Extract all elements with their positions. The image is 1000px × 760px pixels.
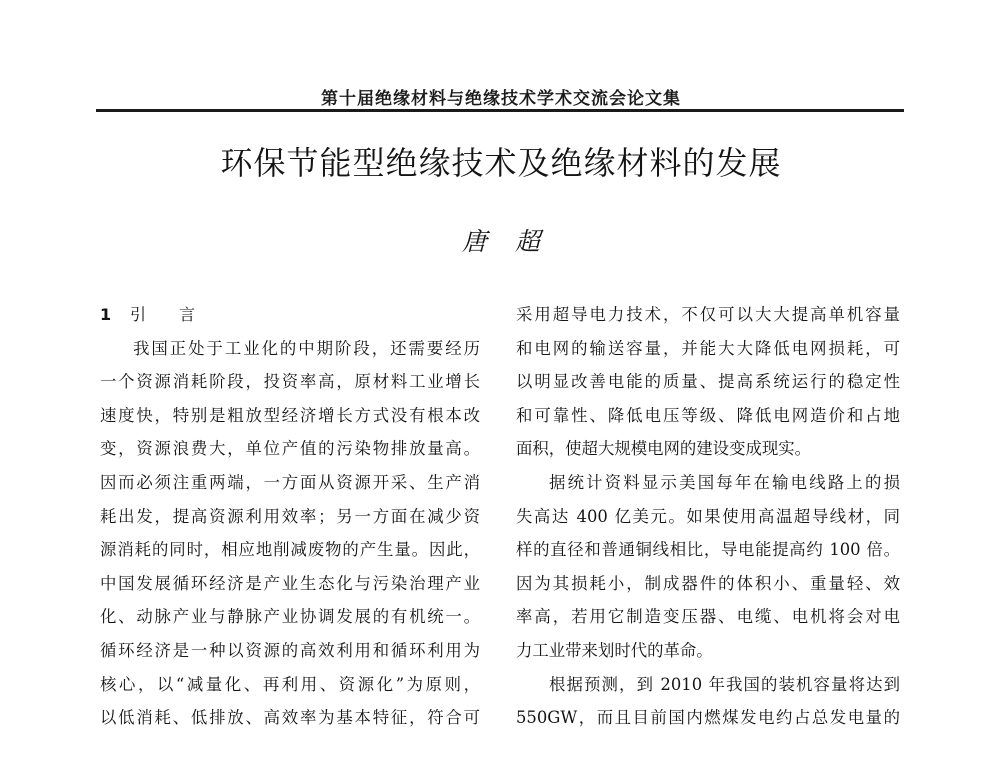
header-rule xyxy=(96,109,904,112)
paragraph-line: 循环经济是一种以资源的高效利用和循环利用为 xyxy=(100,640,480,660)
author-family: 超 xyxy=(515,227,541,256)
section-heading xyxy=(100,298,480,332)
paragraph-line: 变，资源浪费大，单位产值的污染物排放量高。 xyxy=(100,439,480,459)
right-column xyxy=(516,298,900,735)
paragraph-line: 550GW，而且目前国内燃煤发电约占总发电量的 xyxy=(516,708,900,728)
paragraph-line: 力工业带来划时代的革命。 xyxy=(516,640,713,660)
paragraph-line: 源消耗的同时，相应地削减废物的产生量。因此， xyxy=(100,540,480,560)
paragraph-line: 和电网的输送容量，并能大大降低电网损耗，可 xyxy=(516,338,900,358)
paragraph-line: 失高达 400 亿美元。如果使用高温超导线材，同 xyxy=(516,506,900,526)
paragraph-line: 和可靠性、降低电压等级、降低电网造价和占地 xyxy=(516,405,900,425)
paper-title: 环保节能型绝缘技术及绝缘材料的发展 xyxy=(220,144,782,182)
paragraph-line: 面积，使超大规模电网的建设变成现实。 xyxy=(516,439,812,459)
paragraph-line: 速度快，特别是粗放型经济增长方式没有根本改 xyxy=(100,405,480,425)
left-column xyxy=(100,298,480,735)
paragraph-line: 以明显改善电能的质量、提高系统运行的稳定性 xyxy=(516,372,900,392)
paragraph-line: 化、动脉产业与静脉产业协调发展的有机统一。 xyxy=(100,607,480,627)
paragraph-line: 因而必须注重两端，一方面从资源开采、生产消 xyxy=(100,472,480,492)
paragraph-line: 因为其损耗小，制成器件的体积小、重量轻、效 xyxy=(516,573,900,593)
paragraph-line: 根据预测，到 2010 年我国的装机容量将达到 xyxy=(549,674,900,694)
author xyxy=(98,222,904,258)
paragraph-line: 样的直径和普通铜线相比，导电能提高约 100 倍。 xyxy=(516,540,900,560)
paragraph-line: 核心，以“减量化、再利用、资源化”为原则， xyxy=(100,674,480,694)
paragraph-line: 率高，若用它制造变压器、电缆、电机将会对电 xyxy=(516,607,900,627)
paragraph-line: 采用超导电力技术，不仅可以大大提高单机容量 xyxy=(516,305,900,324)
paragraph-line: 据统计资料显示美国每年在输电线路上的损 xyxy=(549,472,900,492)
section-title: 引 言 xyxy=(130,305,210,324)
paragraph-line: 我国正处于工业化的中期阶段，还需要经历 xyxy=(133,338,480,358)
author-given: 唐 xyxy=(461,227,487,256)
section-number: 1 xyxy=(100,305,112,324)
paragraph-line: 耗出发，提高资源利用效率；另一方面在减少资 xyxy=(100,506,480,526)
paragraph-line: 一个资源消耗阶段，投资率高，原材料工业增长 xyxy=(100,372,480,392)
paragraph-line: 以低消耗、低排放、高效率为基本特征，符合可 xyxy=(100,708,480,728)
paragraph-line: 中国发展循环经济是产业生态化与污染治理产业 xyxy=(100,573,480,593)
running-header: 第十届绝缘材料与绝缘技术学术交流会论文集 xyxy=(321,89,681,109)
